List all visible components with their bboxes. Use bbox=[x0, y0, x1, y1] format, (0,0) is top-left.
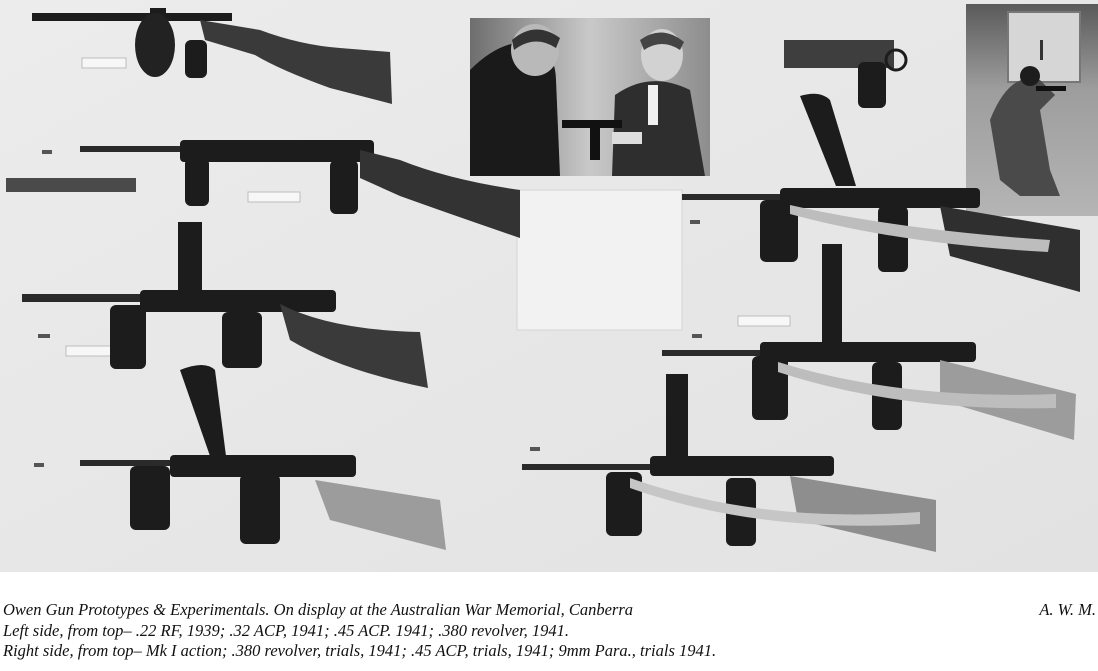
info-panel bbox=[517, 190, 682, 330]
barrel-piece bbox=[6, 178, 136, 192]
inset-photo-soldier-firing bbox=[966, 4, 1098, 216]
caption-left-side: Left side, from top– .22 RF, 1939; .32 ACP, 1941; .45 ACP. 1941; .380 revolver, 1941. bbox=[3, 621, 570, 640]
photo-credit: A. W. M. bbox=[1039, 600, 1096, 619]
label-card bbox=[248, 192, 300, 202]
caption-title: Owen Gun Prototypes & Experimentals. On display at the Australian War Memorial, Canberra bbox=[3, 600, 634, 619]
inset-photo-two-men bbox=[470, 18, 710, 176]
caption-right-side: Right side, from top– Mk I action; .380 revolver, trials, 1941; .45 ACP, trials, 1941; 9mm Para., trials 1941. bbox=[3, 641, 717, 660]
label-card bbox=[66, 346, 116, 356]
label-card bbox=[738, 316, 790, 326]
label-card bbox=[82, 58, 126, 68]
